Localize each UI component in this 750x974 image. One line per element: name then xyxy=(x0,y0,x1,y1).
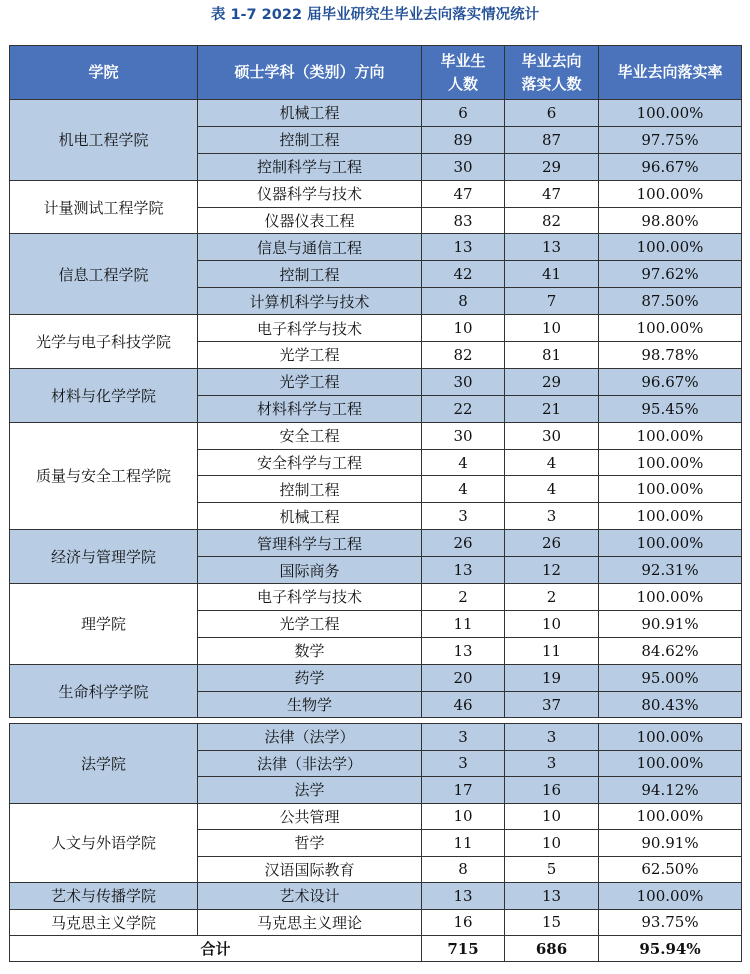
graduates-cell: 82 xyxy=(422,342,505,369)
graduates-cell: 83 xyxy=(422,207,505,234)
graduates-cell: 6 xyxy=(422,100,505,127)
placed-cell: 15 xyxy=(505,909,599,936)
placed-cell: 10 xyxy=(505,803,599,830)
rate-cell: 100.00% xyxy=(599,530,742,557)
table-row xyxy=(10,100,742,127)
college-cell: 机电工程学院 xyxy=(10,100,198,181)
graduates-cell: 3 xyxy=(422,724,505,751)
college-cell: 信息工程学院 xyxy=(10,234,198,315)
placed-cell: 10 xyxy=(505,830,599,857)
subject-cell: 仪器科学与技术 xyxy=(198,180,422,207)
header-placed-line1: 毕业去向 xyxy=(521,51,582,70)
rate-cell: 100.00% xyxy=(599,422,742,449)
subject-cell: 法律（法学） xyxy=(198,724,422,751)
graduates-cell: 22 xyxy=(422,395,505,422)
graduates-cell: 11 xyxy=(422,830,505,857)
rate-cell: 62.50% xyxy=(599,856,742,883)
rate-cell: 90.91% xyxy=(599,610,742,637)
rate-cell: 97.75% xyxy=(599,126,742,153)
subject-cell: 控制科学与工程 xyxy=(198,153,422,180)
rate-cell: 80.43% xyxy=(599,691,742,718)
rate-cell: 96.67% xyxy=(599,368,742,395)
placed-cell: 16 xyxy=(505,777,599,804)
subject-cell: 马克思主义理论 xyxy=(198,909,422,936)
header-placed xyxy=(505,46,599,100)
subject-cell: 电子科学与技术 xyxy=(198,315,422,342)
subject-cell: 生物学 xyxy=(198,691,422,718)
subject-cell: 药学 xyxy=(198,664,422,691)
placed-cell: 37 xyxy=(505,691,599,718)
subject-cell: 机械工程 xyxy=(198,503,422,530)
graduates-cell: 42 xyxy=(422,261,505,288)
placed-cell: 19 xyxy=(505,664,599,691)
rate-cell: 98.78% xyxy=(599,342,742,369)
graduates-cell: 30 xyxy=(422,422,505,449)
graduates-cell: 10 xyxy=(422,315,505,342)
placed-cell: 10 xyxy=(505,610,599,637)
placement-table-continued xyxy=(9,723,742,962)
placed-cell: 7 xyxy=(505,288,599,315)
subject-cell: 控制工程 xyxy=(198,126,422,153)
rate-cell: 100.00% xyxy=(599,234,742,261)
header-subject: 硕士学科（类别）方向 xyxy=(198,46,422,100)
college-cell: 马克思主义学院 xyxy=(10,909,198,936)
placed-cell: 11 xyxy=(505,637,599,664)
rate-cell: 100.00% xyxy=(599,449,742,476)
college-cell: 经济与管理学院 xyxy=(10,530,198,584)
rate-cell: 95.00% xyxy=(599,664,742,691)
college-cell: 计量测试工程学院 xyxy=(10,180,198,234)
subject-cell: 电子科学与技术 xyxy=(198,584,422,611)
graduates-cell: 13 xyxy=(422,234,505,261)
table-row xyxy=(10,234,742,261)
college-cell: 法学院 xyxy=(10,724,198,804)
graduates-cell: 89 xyxy=(422,126,505,153)
subject-cell: 光学工程 xyxy=(198,610,422,637)
subject-cell: 法律（非法学） xyxy=(198,750,422,777)
rate-cell: 100.00% xyxy=(599,883,742,910)
placed-cell: 5 xyxy=(505,856,599,883)
table-row xyxy=(10,909,742,936)
placed-cell: 4 xyxy=(505,476,599,503)
placed-cell: 47 xyxy=(505,180,599,207)
placed-cell: 13 xyxy=(505,234,599,261)
subject-cell: 国际商务 xyxy=(198,557,422,584)
total-rate: 95.94% xyxy=(599,936,742,962)
rate-cell: 100.00% xyxy=(599,503,742,530)
rate-cell: 92.31% xyxy=(599,557,742,584)
subject-cell: 信息与通信工程 xyxy=(198,234,422,261)
header-grads-line1: 毕业生 xyxy=(440,51,486,70)
placed-cell: 29 xyxy=(505,368,599,395)
placed-cell: 2 xyxy=(505,584,599,611)
rate-cell: 100.00% xyxy=(599,315,742,342)
rate-cell: 100.00% xyxy=(599,803,742,830)
placed-cell: 4 xyxy=(505,449,599,476)
header-row xyxy=(10,46,742,100)
header-grads-line2: 人数 xyxy=(447,74,478,93)
subject-cell: 法学 xyxy=(198,777,422,804)
placed-cell: 10 xyxy=(505,315,599,342)
graduates-cell: 3 xyxy=(422,750,505,777)
graduates-cell: 8 xyxy=(422,856,505,883)
college-cell: 艺术与传播学院 xyxy=(10,883,198,910)
placement-table xyxy=(9,45,742,718)
subject-cell: 数学 xyxy=(198,637,422,664)
rate-cell: 100.00% xyxy=(599,724,742,751)
header-placed-line2: 落实人数 xyxy=(521,74,582,93)
rate-cell: 100.00% xyxy=(599,100,742,127)
rate-cell: 98.80% xyxy=(599,207,742,234)
graduates-cell: 13 xyxy=(422,637,505,664)
college-cell: 光学与电子科技学院 xyxy=(10,315,198,369)
rate-cell: 90.91% xyxy=(599,830,742,857)
placed-cell: 3 xyxy=(505,724,599,751)
table-row xyxy=(10,422,742,449)
header-rate: 毕业去向落实率 xyxy=(599,46,742,100)
table-row xyxy=(10,883,742,910)
rate-cell: 95.45% xyxy=(599,395,742,422)
rate-cell: 96.67% xyxy=(599,153,742,180)
rate-cell: 84.62% xyxy=(599,637,742,664)
subject-cell: 安全科学与工程 xyxy=(198,449,422,476)
graduates-cell: 13 xyxy=(422,883,505,910)
subject-cell: 材料科学与工程 xyxy=(198,395,422,422)
graduates-cell: 11 xyxy=(422,610,505,637)
header-grads xyxy=(422,46,505,100)
graduates-cell: 10 xyxy=(422,803,505,830)
subject-cell: 计算机科学与技术 xyxy=(198,288,422,315)
placed-cell: 13 xyxy=(505,883,599,910)
placed-cell: 41 xyxy=(505,261,599,288)
total-label: 合计 xyxy=(10,936,422,962)
placed-cell: 12 xyxy=(505,557,599,584)
graduates-cell: 47 xyxy=(422,180,505,207)
subject-cell: 管理科学与工程 xyxy=(198,530,422,557)
subject-cell: 艺术设计 xyxy=(198,883,422,910)
total-row xyxy=(10,936,742,962)
subject-cell: 安全工程 xyxy=(198,422,422,449)
subject-cell: 控制工程 xyxy=(198,476,422,503)
total-graduates: 715 xyxy=(422,936,505,962)
college-cell: 材料与化学学院 xyxy=(10,368,198,422)
graduates-cell: 2 xyxy=(422,584,505,611)
total-placed: 686 xyxy=(505,936,599,962)
rate-cell: 100.00% xyxy=(599,180,742,207)
table-title: 表 1-7 2022 届毕业研究生毕业去向落实情况统计 xyxy=(210,7,540,23)
college-cell: 理学院 xyxy=(10,584,198,665)
table-row xyxy=(10,803,742,830)
rate-cell: 100.00% xyxy=(599,750,742,777)
table-row xyxy=(10,530,742,557)
graduates-cell: 20 xyxy=(422,664,505,691)
college-cell: 质量与安全工程学院 xyxy=(10,422,198,530)
table-row xyxy=(10,584,742,611)
rate-cell: 100.00% xyxy=(599,584,742,611)
subject-cell: 汉语国际教育 xyxy=(198,856,422,883)
table-row xyxy=(10,180,742,207)
subject-cell: 公共管理 xyxy=(198,803,422,830)
rate-cell: 93.75% xyxy=(599,909,742,936)
placed-cell: 26 xyxy=(505,530,599,557)
table-row xyxy=(10,664,742,691)
graduates-cell: 17 xyxy=(422,777,505,804)
college-cell: 生命科学学院 xyxy=(10,664,198,718)
subject-cell: 光学工程 xyxy=(198,368,422,395)
rate-cell: 100.00% xyxy=(599,476,742,503)
graduates-cell: 3 xyxy=(422,503,505,530)
graduates-cell: 8 xyxy=(422,288,505,315)
graduates-cell: 4 xyxy=(422,449,505,476)
rate-cell: 97.62% xyxy=(599,261,742,288)
placed-cell: 29 xyxy=(505,153,599,180)
college-cell: 人文与外语学院 xyxy=(10,803,198,883)
graduates-cell: 16 xyxy=(422,909,505,936)
rate-cell: 94.12% xyxy=(599,777,742,804)
graduates-cell: 46 xyxy=(422,691,505,718)
subject-cell: 光学工程 xyxy=(198,342,422,369)
table-row xyxy=(10,368,742,395)
placed-cell: 81 xyxy=(505,342,599,369)
subject-cell: 控制工程 xyxy=(198,261,422,288)
graduates-cell: 30 xyxy=(422,368,505,395)
graduates-cell: 4 xyxy=(422,476,505,503)
table-row xyxy=(10,315,742,342)
subject-cell: 机械工程 xyxy=(198,100,422,127)
placed-cell: 30 xyxy=(505,422,599,449)
placed-cell: 82 xyxy=(505,207,599,234)
graduates-cell: 30 xyxy=(422,153,505,180)
placed-cell: 3 xyxy=(505,750,599,777)
table-row xyxy=(10,724,742,751)
placed-cell: 21 xyxy=(505,395,599,422)
subject-cell: 仪器仪表工程 xyxy=(198,207,422,234)
placed-cell: 87 xyxy=(505,126,599,153)
subject-cell: 哲学 xyxy=(198,830,422,857)
graduates-cell: 26 xyxy=(422,530,505,557)
rate-cell: 87.50% xyxy=(599,288,742,315)
graduates-cell: 13 xyxy=(422,557,505,584)
placed-cell: 3 xyxy=(505,503,599,530)
header-college: 学院 xyxy=(10,46,198,100)
placed-cell: 6 xyxy=(505,100,599,127)
